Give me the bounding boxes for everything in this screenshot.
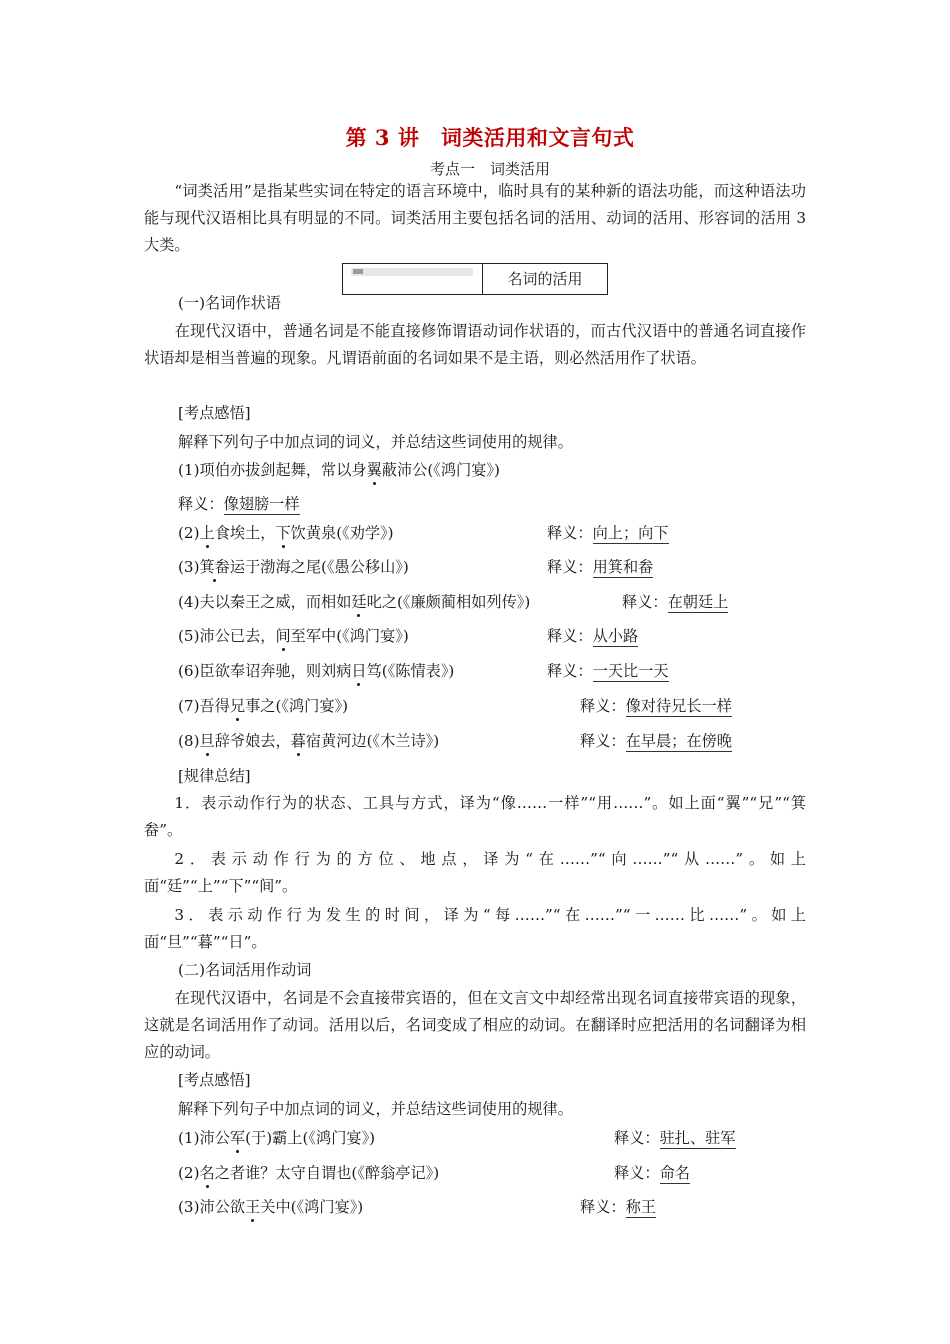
dotted-word: 暮 xyxy=(290,732,306,750)
s1-item-2 xyxy=(178,523,394,543)
dotted-word: 旦 xyxy=(199,732,215,750)
intro-paragraph xyxy=(144,178,806,259)
s1-item-4 xyxy=(178,592,530,612)
item-text: (4)夫以秦王之威，而相如 xyxy=(178,593,352,611)
gray-band xyxy=(351,268,473,276)
s1-item-3-answer xyxy=(547,557,653,577)
item-text: 蔽沛公(《鸿门宴》) xyxy=(381,461,500,479)
answer-text: 像翅膀一样 xyxy=(223,495,300,513)
item-text: 事之(《鸿门宴》) xyxy=(245,697,349,715)
section-box xyxy=(342,263,608,295)
item-text: (6)臣欲奉诏奔驰，则刘病 xyxy=(178,662,352,680)
item-text: (7)吾得 xyxy=(178,697,230,715)
item-text: (2) xyxy=(178,524,200,542)
item-text: 之者谁？太守自谓也(《醉翁亭记》) xyxy=(214,1164,440,1182)
section2-practice-heading: [考点感悟] xyxy=(178,1071,251,1089)
item-text: (1)项伯亦拔剑起舞，常以身 xyxy=(178,461,367,479)
s2-item-2-answer xyxy=(614,1163,690,1183)
s1-item-1-answer xyxy=(178,494,300,514)
s1-item-5 xyxy=(178,626,409,646)
answer-text: 一天比一天 xyxy=(592,662,669,680)
answer-label: 释义： xyxy=(580,732,626,750)
item-text: 宿黄河边(《木兰诗》) xyxy=(305,732,440,750)
answer-text: 驻扎、驻军 xyxy=(659,1129,736,1147)
s1-item-7 xyxy=(178,696,348,716)
answer-text: 命名 xyxy=(659,1164,690,1182)
answer-label: 释义： xyxy=(547,627,593,645)
intro-text: “词类活用”是指某些实词在特定的语言环境中，临时具有的某种新的语法功能，而这种语法功能与现代汉语相比具有明显的不同。词类活用主要包括名词的活用、动词的活用、形容词的活用 3 大类。 xyxy=(144,182,806,254)
dotted-word: 王 xyxy=(245,1198,261,1216)
s1-item-7-answer xyxy=(580,696,732,716)
item-text: 笃(《陈情表》) xyxy=(366,662,455,680)
dotted-word: 廷 xyxy=(351,593,367,611)
section1-desc-text: 在现代汉语中，普通名词是不能直接修饰谓语动词作状语的，而古代汉语中的普通名词直接作状语却是相当普遍的现象。凡谓语前面的名词如果不是主语，则必然活用作了状语。 xyxy=(144,322,806,367)
item-text: (8) xyxy=(178,732,200,750)
rule-2 xyxy=(144,846,806,900)
s1-item-4-answer xyxy=(622,592,728,612)
item-text: 食埃土， xyxy=(214,524,276,542)
answer-text: 称王 xyxy=(625,1198,656,1216)
answer-text: 向上；向下 xyxy=(592,524,669,542)
rule-1 xyxy=(144,790,806,844)
rule-text: 3．表示动作行为发生的时间，译为“每……”“在……”“一……比……”。如上面“旦”“暮”“日”。 xyxy=(144,906,806,951)
answer-text: 在早晨；在傍晚 xyxy=(625,732,732,750)
gray-tag xyxy=(353,269,363,274)
dotted-word: 翼 xyxy=(366,461,382,479)
item-text: (于)霸上(《鸿门宴》) xyxy=(245,1129,376,1147)
s1-item-3 xyxy=(178,557,409,577)
answer-label: 释义： xyxy=(547,662,593,680)
item-text: (3)沛公欲 xyxy=(178,1198,246,1216)
section2-desc xyxy=(144,985,806,1066)
s1-item-6-answer xyxy=(547,661,669,681)
item-text: (1)沛公 xyxy=(178,1129,230,1147)
dotted-word: 名 xyxy=(199,1164,215,1182)
s1-item-8-answer xyxy=(580,731,732,751)
section2-desc-text: 在现代汉语中，名词是不会直接带宾语的，但在文言文中却经常出现名词直接带宾语的现象，这就是名词活用作了动词。活用以后，名词变成了相应的动词。在翻译时应把活用的名词翻译为相应的动词。 xyxy=(144,989,806,1061)
section1-heading: (一)名词作状语 xyxy=(178,294,281,312)
answer-label: 释义： xyxy=(614,1129,660,1147)
summary-heading: [规律总结] xyxy=(178,767,251,785)
answer-label: 释义： xyxy=(547,524,593,542)
dotted-word: 间 xyxy=(275,627,291,645)
item-text: 叱之(《廉颇蔺相如列传》) xyxy=(366,593,531,611)
section1-desc xyxy=(144,318,806,372)
answer-label: 释义： xyxy=(614,1164,660,1182)
dotted-word: 日 xyxy=(351,662,367,680)
s1-item-8 xyxy=(178,731,439,751)
s2-item-3 xyxy=(178,1197,363,1217)
dotted-word: 兄 xyxy=(229,697,246,715)
item-text: (3) xyxy=(178,558,200,576)
item-text: (5)沛公已去， xyxy=(178,627,276,645)
s2-item-1 xyxy=(178,1128,375,1148)
s2-item-3-answer xyxy=(580,1197,656,1217)
section1-instruction: 解释下列句子中加点词的词义，并总结这些词使用的规律。 xyxy=(178,433,573,451)
s1-item-1 xyxy=(178,460,500,480)
s2-item-2 xyxy=(178,1163,439,1183)
lesson-title: 第 3 讲 词类活用和文言句式 xyxy=(345,125,635,150)
answer-label: 释义： xyxy=(547,558,593,576)
item-text: 至军中(《鸿门宴》) xyxy=(290,627,409,645)
answer-label: 释义： xyxy=(580,697,626,715)
lesson-subtitle: 考点一 词类活用 xyxy=(429,160,550,178)
answer-text: 像对待兄长一样 xyxy=(625,697,732,715)
dotted-word: 下 xyxy=(275,524,291,542)
dotted-word: 上 xyxy=(199,524,215,542)
box-label: 名词的活用 xyxy=(507,270,583,288)
answer-text: 从小路 xyxy=(592,627,639,645)
answer-label: 释义： xyxy=(622,593,668,611)
s1-item-5-answer xyxy=(547,626,638,646)
section2-instruction: 解释下列句子中加点词的词义，并总结这些词使用的规律。 xyxy=(178,1100,573,1118)
section2-heading: (二)名词活用作动词 xyxy=(178,961,312,979)
rule-text: 2．表示动作行为的方位、地点，译为“在……”“向……”“从……”。如上面“廷”“上”“下”“间”。 xyxy=(144,850,806,895)
item-text: 关中(《鸿门宴》) xyxy=(260,1198,364,1216)
answer-label: 释义： xyxy=(178,495,224,513)
item-text: 饮黄泉(《劝学》) xyxy=(290,524,394,542)
s1-item-6 xyxy=(178,661,454,681)
s1-item-2-answer xyxy=(547,523,669,543)
answer-text: 在朝廷上 xyxy=(667,593,729,611)
answer-label: 释义： xyxy=(580,1198,626,1216)
item-text: 运于渤海之尾(《愚公移山》) xyxy=(229,558,409,576)
answer-text: 用箕和畚 xyxy=(592,558,654,576)
dotted-word: 箕畚 xyxy=(199,558,230,576)
s2-item-1-answer xyxy=(614,1128,736,1148)
item-text: (2) xyxy=(178,1164,200,1182)
dotted-word: 军 xyxy=(229,1129,246,1147)
rule-text: 1．表示动作行为的状态、工具与方式，译为“像……一样”“用……”。如上面“翼”“兄”“箕畚”。 xyxy=(144,794,806,839)
item-text: 辞爷娘去， xyxy=(214,732,291,750)
rule-3 xyxy=(144,902,806,956)
section1-practice-heading: [考点感悟] xyxy=(178,404,251,422)
